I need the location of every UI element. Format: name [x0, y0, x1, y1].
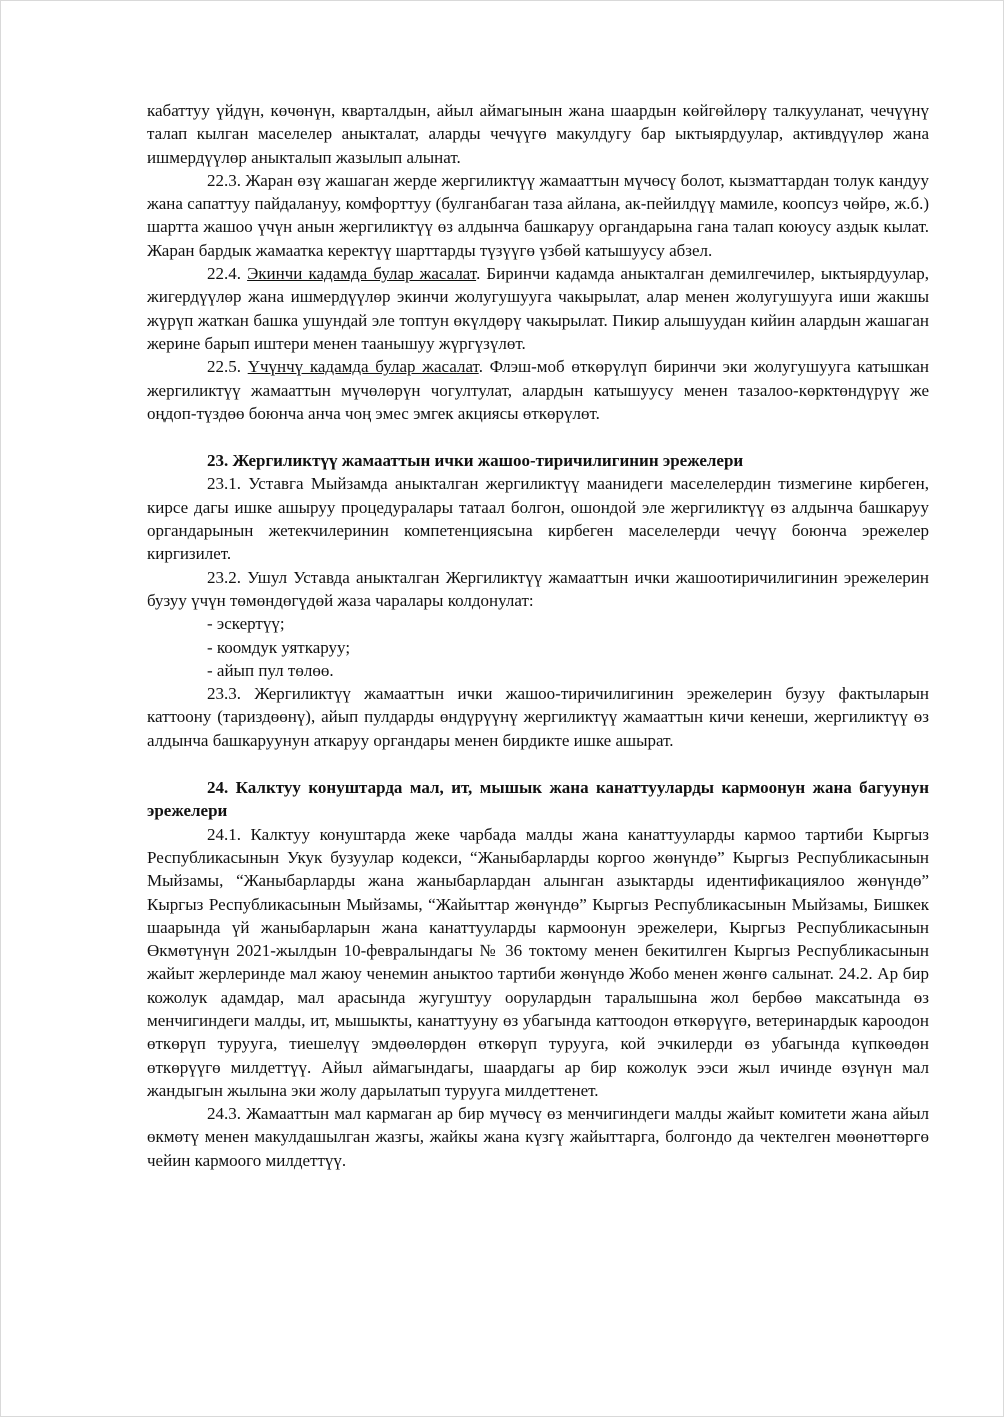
paragraph-23-2: 23.2. Ушул Уставда аныкталган Жергиликтүү жамааттын ички жашоотиричилигинин эрежелерин бузуу үчүн төмөндөгүдөй жаза чаралары колдонулат:	[147, 567, 929, 610]
paragraph-22-3: 22.3. Жаран өзү жашаган жерде жергиликтүү жамааттын мүчөсү болот, кызматтардан толук кандуу жана сапаттуу пайдалануу, комфорттуу (булганбаган таза айлана, ак-пейилдүү мамиле, коопсуз чөйрө, ж.б.) шартта жашоо үчүн анын жергиликтүү өз алдынча башкаруу органдарына гана талап коюусу аздык кылат. Жаран бардык жамаатка керектүү шарттарды түзүүгө үзбөй катышуусу абзел.	[147, 170, 929, 260]
section-24-heading: 24. Калктуу конуштарда мал, ит, мышык жана канаттууларды кармоонун жана багуунун эрежелери	[147, 778, 929, 821]
paragraph-22-4-text: . Биринчи кадамда аныкталган демилгечилер, ыктыярдуулар, жигердүүлөр жана ишмердүүлөр экинчи жолугушууга чакырылат, алар менен жолугушууга иши жакшы жүрүп жаткан башка ушундай эле топтун өкүлдөрү чакырылат. Пикир алышуудан кийин алардын жашаган жерине барып иштери менен таанышуу жүргүзүлөт.	[147, 264, 930, 353]
list-item: - айып пул төлөө.	[207, 660, 334, 680]
document-body	[147, 99, 929, 1172]
paragraph-22-5-number: 22.5.	[207, 357, 248, 377]
paragraph-22-4-underlined: Экинчи кадамда булар жасалат	[247, 264, 477, 284]
paragraph-22-5-text: . Флэш-моб өткөрүлүп биринчи эки жолугушууга катышкан жергиликтүү жамааттын мүчөлөрүн чогултулат, алардын катышуусу менен тазалоо-көрктөндүрүү же оңдоп-түздөө боюнча анча чоң эмес эмгек акциясы өткөрүлөт.	[147, 357, 930, 423]
paragraph-22-5-underlined: Үчүнчү кадамда булар жасалат	[247, 357, 479, 377]
section-23-heading: 23. Жергиликтүү жамааттын ички жашоо-тиричилигинин эрежелери	[207, 451, 744, 471]
paragraph-22-4-number: 22.4.	[207, 264, 248, 284]
paragraph-22-5	[147, 355, 929, 425]
paragraph-intro-continuation: кабаттуу үйдүн, көчөнүн, кварталдын, айыл аймагынын жана шаардын көйгөйлөрү талкууланат, чечүүнү талап кылган маселелер аныкталат, аларды чечүүгө макулдугу бар ыктыярдуулар, активдүүлөр жана ишмердүүлөр аныкталып жазылып алынат.	[147, 101, 929, 167]
paragraph-24-1: 24.1. Калктуу конуштарда жеке чарбада малды жана канаттууларды кармоо тартиби Кыргыз Республикасынын Укук бузуулар кодекси, “Жаныбарларды коргоо жөнүндө” Кыргыз Республикасынын Мыйзамы, “Жаныбарларды жана жаныбарлардан алынган азыктарды идентификациялоо жөнүндө” Кыргыз Республикасынын Мыйзамы, “Жайыттар жөнүндө” Кыргыз Республикасынын Мыйзамы, Бишкек шаарында үй жаныбарларын жана канаттууларды кармоонун эрежелери, Кыргыз Республикасынын Өкмөтүнүн 2021-жылдын 10-февралындагы № 36 токтому менен бекитилген Кыргыз Республикасынын жайыт жерлеринде мал жаюу ченемин аныктоо тартиби жөнүндө Жобо менен жөнгө салынат. 24.2. Ар бир кожолук адамдар, мал арасында жугуштуу оорулардын таралышына жол бербөө максатында өз менчигиндеги малды, ит, мышыкты, канаттууну өз убагында каттоодон өткөрүүгө, ветеринардык кароодон өткөрүп турууга, тиешелүү эмдөөлөрдөн өткөрүп турууга, кой эчкилерди өз убагында күпкөөдөн өткөрүүгө милдеттүү. Айыл аймагындагы, шаардагы ар бир кожолук ээси жыл ичинде өзүнүн мал жандыгын жылына эки жолу дарылатып турууга милдеттенет.	[147, 824, 929, 1100]
paragraph-23-1: 23.1. Уставга Мыйзамда аныкталган жергиликтүү маанидеги маселелердин тизмегине кирбеген, кирсе дагы ишке ашыруу процедуралары татаал болгон, ошондой эле жергиликтүү өз алдынча башкаруу органдарынын жетекчилеринин компетенциясына кирбеген маселелерди чечүү боюнча эрежелер киргизилет.	[147, 474, 929, 564]
list-item: - коомдук уяткаруу;	[207, 637, 351, 657]
paragraph-23-3: 23.3. Жергиликтүү жамааттын ички жашоо-тиричилигинин эрежелерин бузуу фактыларын каттоону (тариздөөнү), айып пулдарды өндүрүүнү жергиликтүү жамааттын кичи кенеши, жергиликтүү өз алдынча башкаруунун аткаруу органдары менен бирдикте ишке ашырат.	[147, 684, 929, 750]
paragraph-22-4	[147, 262, 929, 355]
paragraph-24-3: 24.3. Жамааттын мал кармаган ар бир мүчөсү өз менчигиндеги малды жайыт комитети жана айыл өкмөтү менен макулдашылган жазгы, жайкы жана күзгү жайыттарга, болгондо да чектелген мөөнөттөргө чейин кармоого милдеттүү.	[147, 1104, 929, 1170]
list-item: - эскертүү;	[207, 614, 285, 634]
